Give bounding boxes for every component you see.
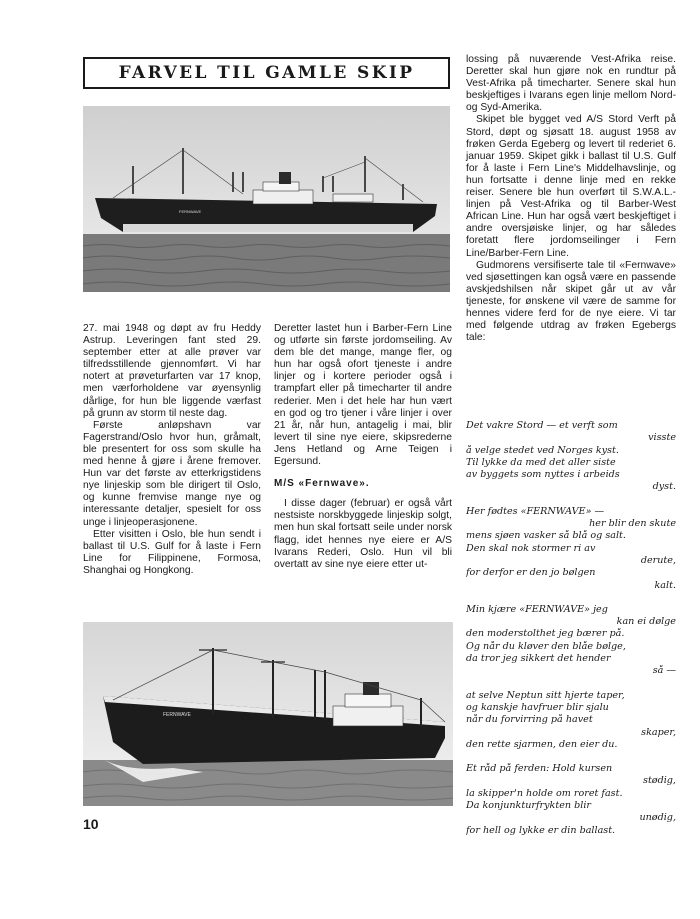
poem-line: å velge stedet ved Norges kyst. (466, 444, 619, 456)
poem (466, 420, 676, 837)
col2-paragraph-1: Deretter lastet hun i Barber-Fern Line og utførte sin første jordomseiling. Av dem ble det mange, mange fler, og hun har også ofort tjeneste i andre linjer og i kortere perioder også i trampfart eller på timecharter til andre rederier. Men i det hele har hun vært en god og tro tjener i våre linjer i over 21 år, når hun, antagelig i mai, blir levert til sine nye eiere, skipsrederne Jens Hetland og Arne Teigen i Egersund. (274, 323, 452, 468)
poem-line: dyst. (652, 481, 676, 493)
poem-line: kalt. (654, 579, 676, 591)
poem-line: av byggets som nyttes i arbeids (466, 469, 620, 481)
poem-line: Den skal nok stormer ri av (466, 542, 596, 554)
poem-line: at selve Neptun sitt hjerte taper, (466, 689, 625, 701)
poem-line: Min kjære «FERNWAVE» jeg (466, 603, 608, 615)
poem-line: for hell og lykke er din ballast. (466, 824, 616, 836)
poem-line: Her fødtes «FERNWAVE» — (466, 505, 605, 517)
col1-paragraph-3: Etter visitten i Oslo, ble hun sendt i ballast til U.S. Gulf for å laste i Fern Line for Filippinene, Formosa, Shanghai og Hongkong. (83, 528, 261, 576)
poem-line: kan ei dølge (616, 616, 676, 628)
page-number: 10 (83, 816, 99, 832)
col3-paragraph-2: Skipet ble bygget ved A/S Stord Verft på Stord, døpt og sjøsatt 18. august 1958 av frøken Gerda Egeberg og levert til rederiet 6. januar 1959. Skipet gikk i ballast til U.S. Gulf for å laste i Fern Line's Middelhavslinje, og hun fortsatte i denne linje med en rekke reiser. Senere ble hun overført til S.W.A.L.-linjen på Vest-Afrika og til Barber-West African Line. Hun har også vært beskjeftiget i andre oversjøiske linjer, og har således foretatt flere jordomseilinger i Fern Line/Barber-Fern Line. (466, 114, 676, 259)
poem-line: den moderstolthet jeg bærer på. (466, 628, 625, 640)
column-3 (466, 54, 676, 344)
hull-name-text-2: FERNWAVE (163, 712, 191, 718)
poem-line: mens sjøen vasker så blå og salt. (466, 530, 626, 542)
poem-line: Og når du kløver den blåe bølge, (466, 640, 626, 652)
poem-line: visste (648, 432, 676, 444)
hull-name-text-1: FERNWAVE (179, 209, 202, 214)
poem-line: og kanskje havfruer blir sjalu (466, 701, 609, 713)
ship-photo-bottom (83, 622, 453, 806)
col3-paragraph-1: lossing på nuværende Vest-Afrika reise. Deretter skal hun gjøre nok en rundtur på Vest-Afrika på timecharter. Senere skal hun beskjeftiges i Ivarans egen linje mellom Nord- og Syd-Amerika. (466, 54, 676, 114)
col1-paragraph-2: Første anløpshavn var Fagerstrand/Oslo hvor hun, gråmalt, ble presentert for oss som skulle ha med henne å gjøre i årene fremover. Hun var det første av etterkrigstidens nye linjeskip som ble dirigert til Oslo, og kunne fremvise mange nye og interessante detaljer, spesielt for oss unge i linjeoperasjonene. (83, 419, 261, 528)
poem-line: Til lykke da med det aller siste (466, 456, 616, 468)
article-title: FARVEL TIL GAMLE SKIP (118, 63, 415, 83)
poem-line: her blir den skute (589, 518, 676, 530)
poem-line: stødig, (643, 775, 676, 787)
col3-paragraph-3: Gudmorens versifiserte tale til «Fernwave» ved sjøsettingen kan også være en passende avskjedshilsen når skipet går ut av vår tjeneste, for ønskene vil være de samme for hennes videre ferd for de nye eiere. Vi tar med følgende utdrag av frøken Egebergs tale: (466, 259, 676, 344)
poem-line: la skipper'n holde om roret fast. (466, 787, 623, 799)
poem-line: Et råd på ferden: Hold kursen (466, 763, 613, 775)
poem-line: for derfor er den jo bølgen (466, 567, 596, 579)
column-2 (274, 323, 452, 571)
poem-line: derute, (640, 554, 676, 566)
poem-line: Da konjunkturfrykten blir (466, 800, 591, 812)
poem-line: skaper, (641, 726, 676, 738)
column-1 (83, 323, 261, 577)
poem-line: når du forvirring på havet (466, 714, 593, 726)
poem-line: Det vakre Stord — et verft som (466, 420, 618, 431)
ship-photo-top (83, 106, 450, 292)
poem-line: så — (652, 665, 676, 677)
col2-paragraph-2: I disse dager (februar) er også vårt nestsiste norskbyggede linjeskip solgt, men hun skal fortsatt seile under norsk flagg, idet hennes nye eiere er A/S Ivarans Rederi, Oslo. Hun vil bli overtatt av sine nye eiere etter ut- (274, 498, 452, 570)
col1-paragraph-1: 27. mai 1948 og døpt av fru Heddy Astrup. Leveringen fant sted 29. september etter at alle prøver var tilfredsstillende gjennomført. Vi har notert at prøveturfarten var 17 knop, men værforholdene var øyensynlig dårlige, for hun ble liggende værfast på grunn av storm til neste dag. (83, 323, 261, 419)
poem-line: unødig, (639, 812, 676, 824)
article-title-box (83, 57, 450, 89)
poem-line: den rette sjarmen, den eier du. (466, 738, 618, 750)
poem-line: da tror jeg sikkert det hender (466, 653, 611, 665)
subheading-fernwave: M/S «Fernwave». (274, 478, 370, 490)
